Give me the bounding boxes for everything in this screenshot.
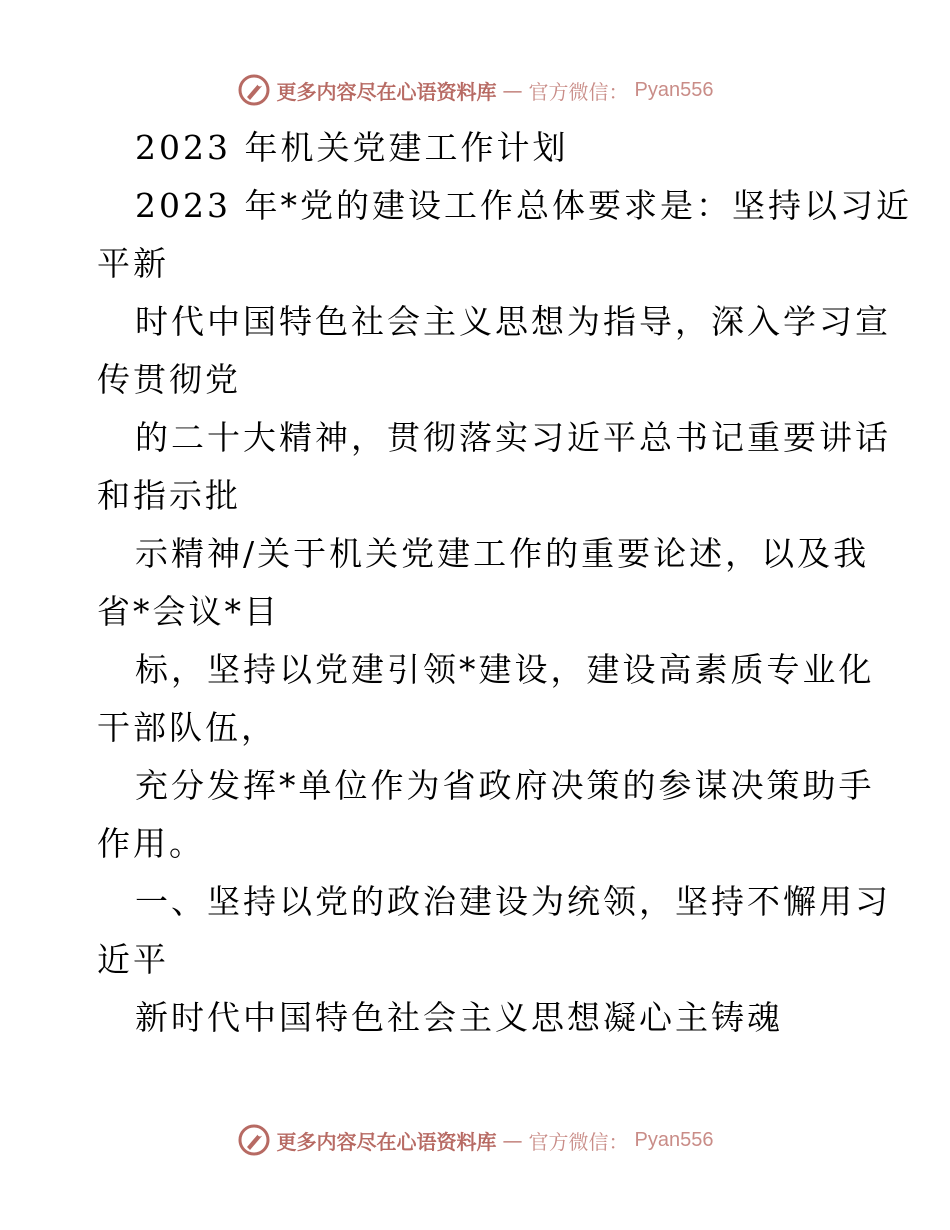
paragraph-line: 传贯彻党 [97,360,241,399]
section-heading-line: 近平 [97,940,169,979]
section-heading-line: 新时代中国特色社会主义思想凝心主铸魂 [135,998,783,1037]
paragraph-line: 示精神/关于机关党建工作的重要论述，以及我 [135,534,870,573]
paragraph-line: 作用。 [97,824,205,863]
paragraph-line: 标，坚持以党建引领*建设，建设高素质专业化 [135,650,875,689]
section-heading-line: 一、坚持以党的政治建设为统领，坚持不懈用习 [135,882,891,921]
paragraph-line: 的二十大精神，贯彻落实习近平总书记重要讲话 [135,418,891,457]
pen-nib-logo-icon [237,73,271,107]
document-title: 2023 年机关党建工作计划 [135,128,569,167]
paragraph-line: 干部队伍， [97,708,277,747]
paragraph-line: 平新 [97,244,169,283]
watermark-title: 更多内容尽在心语资料库 [276,79,497,104]
watermark-wechat-label: 官方微信： [528,79,629,104]
watermark-wechat-id: Pyan556 [634,1128,714,1151]
pen-nib-logo-icon [237,1123,271,1157]
watermark-title: 更多内容尽在心语资料库 [276,1129,497,1154]
paragraph-line: 2023 年*党的建设工作总体要求是：坚持以习近 [135,186,912,225]
watermark-wechat-label: 官方微信： [528,1129,629,1154]
paragraph-line: 和指示批 [97,476,241,515]
watermark-wechat-id: Pyan556 [634,78,714,101]
watermark-separator: — [502,78,523,102]
paragraph-line: 省*会议*目 [97,592,280,631]
watermark-separator: — [502,1128,523,1152]
paragraph-line: 充分发挥*单位作为省政府决策的参谋决策助手 [135,766,875,805]
watermark-header [0,70,950,110]
paragraph-line: 时代中国特色社会主义思想为指导，深入学习宣 [135,302,891,341]
watermark-footer [0,1120,950,1160]
